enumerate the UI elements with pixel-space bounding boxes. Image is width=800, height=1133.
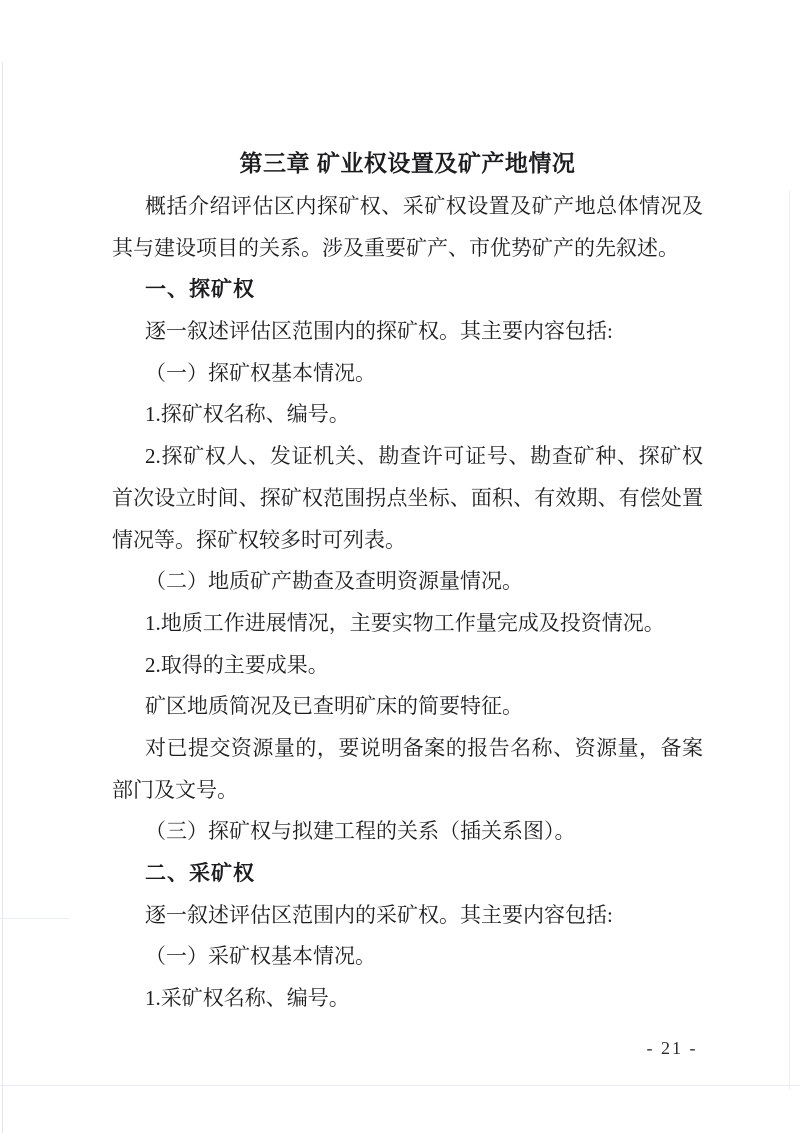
- document-body: [112, 186, 703, 1020]
- text-line: 情况等。探矿权较多时可列表。: [112, 527, 406, 552]
- text-line: 2.探矿权人、发证机关、勘查许可证号、勘查矿种、探矿权: [145, 444, 703, 469]
- scan-artifact-line: [2, 62, 3, 1133]
- heading-mining-rights: 二、采矿权: [145, 862, 255, 885]
- text-line: 对已提交资源量的，要说明备案的报告名称、资源量，备案: [145, 735, 703, 760]
- text-line: 1.探矿权名称、编号。: [145, 402, 350, 427]
- text-line: （二）地质矿产勘查及查明资源量情况。: [145, 569, 523, 594]
- text-line: 逐一叙述评估区范围内的采矿权。其主要内容包括:: [145, 902, 613, 927]
- text-line: 2.取得的主要成果。: [145, 652, 329, 677]
- text-line: （三）探矿权与拟建工程的关系（插关系图）。: [145, 819, 576, 844]
- chapter-title: 第三章 矿业权设置及矿产地情况: [239, 150, 576, 176]
- text-line: （一）探矿权基本情况。: [145, 360, 376, 385]
- page-number: - 21 -: [646, 1038, 698, 1058]
- text-line: 概括介绍评估区内探矿权、采矿权设置及矿产地总体情况及: [145, 194, 703, 218]
- text-line: （一）采矿权基本情况。: [145, 944, 376, 969]
- text-line: 部门及文号。: [112, 777, 238, 802]
- scan-artifact-line: [0, 1085, 800, 1086]
- text-line: 首次设立时间、探矿权范围拐点坐标、面积、有效期、有偿处置: [112, 485, 703, 510]
- scan-artifact-line: [0, 918, 70, 919]
- text-line: 其与建设项目的关系。涉及重要矿产、市优势矿产的先叙述。: [112, 235, 679, 260]
- text-line: 1.地质工作进展情况，主要实物工作量完成及投资情况。: [145, 610, 665, 635]
- text-line: 1.采矿权名称、编号。: [145, 986, 350, 1011]
- scan-artifact-line: [789, 190, 790, 1090]
- text-line: 逐一叙述评估区范围内的探矿权。其主要内容包括:: [145, 319, 613, 344]
- heading-prospecting-rights: 一、探矿权: [145, 278, 255, 302]
- text-line: 矿区地质简况及已查明矿床的简要特征。: [145, 694, 523, 719]
